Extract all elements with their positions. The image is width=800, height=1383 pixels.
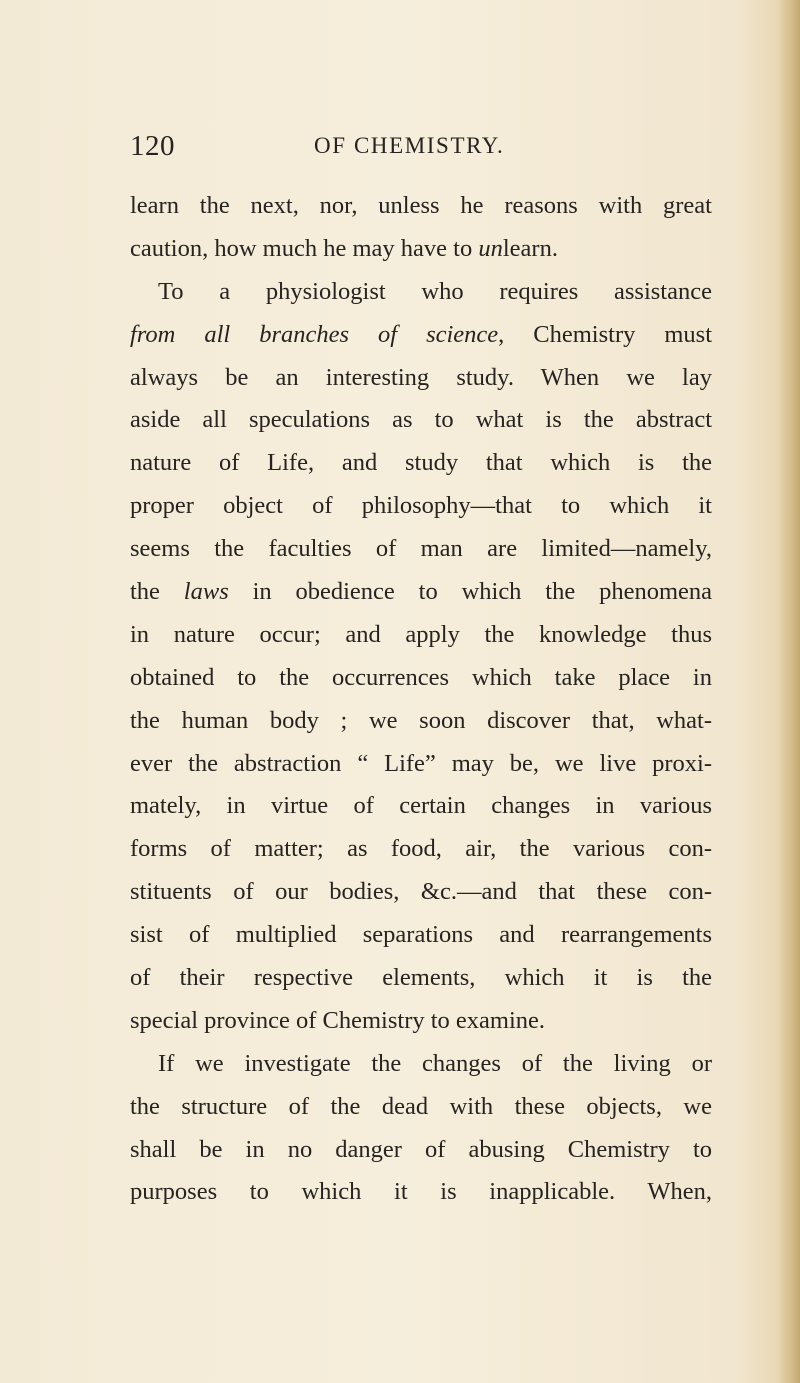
text-segment: always be an interesting study. When we lay [130,363,712,391]
text-segment: seems the faculties of man are limited—namely, [130,535,712,563]
text-line [130,614,712,657]
text-segment: the structure of the dead with these objects, we [130,1092,712,1120]
text-segment: ever the abstraction “ Life” may be, we live proxi- [130,749,712,777]
italic-text: laws [183,578,229,606]
text-segment: shall be in no danger of abusing Chemistry to [130,1135,712,1163]
text-line [130,657,712,700]
text-segment: special province of Chemistry to examine. [130,1006,546,1034]
text-line [130,743,712,786]
text-line [130,442,712,485]
text-line [130,228,712,271]
text-segment: aside all speculations as to what is the abstract [130,406,712,434]
text-line [130,357,712,400]
text-line [130,399,712,442]
text-segment: obtained to the occurrences which take place in [130,663,712,691]
text-segment: , Chemistry must [498,320,713,348]
text-segment: proper object of philosophy—that to which it [130,492,712,520]
text-line [130,571,712,614]
text-segment: mately, in virtue of certain changes in various [130,792,712,820]
text-line [130,914,712,957]
text-line [130,314,712,357]
text-line [130,185,712,228]
text-line [130,957,712,1000]
text-line [130,1129,712,1172]
text-line [130,1171,712,1214]
text-segment: caution, how much he may have to [130,234,479,262]
body-text [130,185,712,1214]
text-segment: learn. [502,234,558,262]
text-line [130,871,712,914]
text-line [130,485,712,528]
text-segment: nature of Life, and study that which is the [130,449,712,477]
text-segment: the [130,578,184,606]
text-line [130,828,712,871]
text-segment: the human body ; we soon discover that, what- [130,706,712,734]
italic-text: from all branches of science [130,320,499,348]
text-line [130,1086,712,1129]
text-line [130,528,712,571]
text-line [130,1043,712,1086]
text-segment: in obedience to which the phenomena [228,578,713,606]
page-edge-shadow [778,0,800,1383]
text-segment: If we investigate the changes of the living or [158,1049,712,1077]
text-segment: To a physiologist who requires assistance [158,277,712,305]
text-segment: forms of matter; as food, air, the various con- [130,835,712,863]
text-segment: in nature occur; and apply the knowledge thus [130,620,712,648]
text-line [130,271,712,314]
italic-text: un [478,234,503,262]
text-segment: stituents of our bodies, &c.—and that these con- [130,878,712,906]
page-header [130,130,710,170]
text-line [130,1000,712,1043]
text-line [130,785,712,828]
running-head: OF CHEMISTRY. [314,133,505,158]
text-segment: of their respective elements, which it is the [130,964,712,992]
page-number: 120 [130,130,175,162]
text-segment: sist of multiplied separations and rearrangements [130,921,712,949]
text-segment: purposes to which it is inapplicable. When, [130,1178,712,1206]
text-line [130,700,712,743]
text-segment: learn the next, nor, unless he reasons with great [130,192,712,219]
